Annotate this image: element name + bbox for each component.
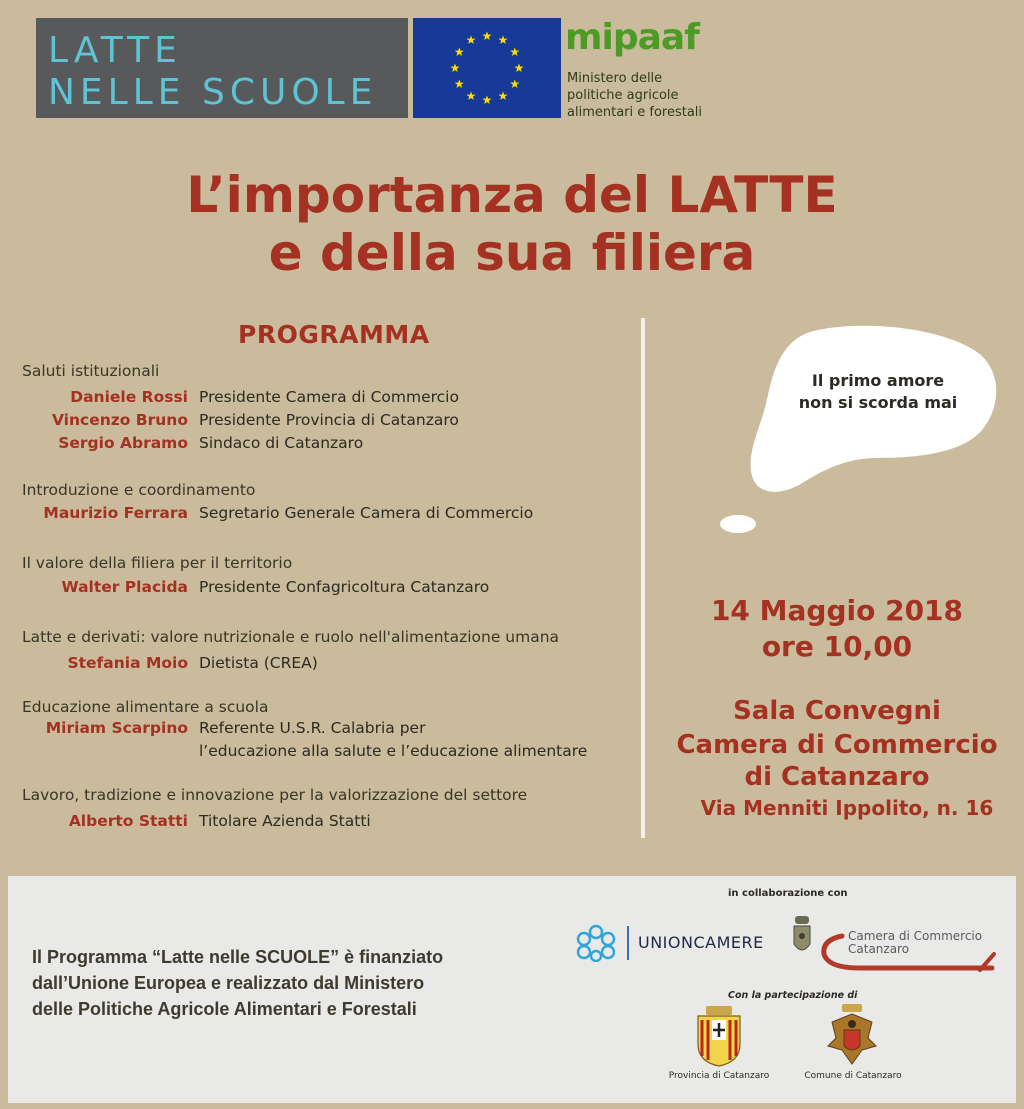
speaker-row [0,434,640,456]
section-heading: Educazione alimentare a scuola [22,698,269,716]
headline-line2: e della sua filiera [268,224,756,282]
headline-line1: L’importanza del LATTE [186,166,838,224]
speaker-name: Maurizio Ferrara [43,504,188,522]
unioncamere-divider [627,926,629,960]
event-venue: Camera di Commercio [676,730,998,760]
programma-title: PROGRAMMA [238,320,430,349]
speaker-row [0,411,640,433]
speaker-name: Vincenzo Bruno [51,411,188,429]
speaker-name: Miriam Scarpino [45,719,188,737]
eu-star-icon: ★ [497,88,509,103]
eu-star-icon: ★ [509,45,521,59]
footer-text-line: delle Politiche Agricole Alimentari e Forestali [32,999,417,1019]
eu-flag-icon [413,18,561,118]
eu-star-icon: ★ [465,33,477,48]
speaker-name: Stefania Moio [67,654,188,672]
mipaaf-subtitle [567,70,702,121]
section-heading: Saluti istituzionali [22,362,160,380]
section-heading: Il valore della filiera per il territorio [22,554,293,572]
provincia-label: Provincia di Catanzaro [668,1071,770,1081]
footer-panel [8,876,1016,1103]
section-heading: Latte e derivati: valore nutrizionale e ruolo nell'alimentazione umana [22,628,560,646]
lns-logo-line1: LATTE [48,30,182,71]
eu-star-icon: ★ [509,77,521,91]
speaker-role: Titolare Azienda Statti [199,812,371,830]
speaker-name: Alberto Statti [68,812,188,830]
speaker-role: Sindaco di Catanzaro [199,434,364,452]
thought-bubble-icon [700,318,1000,538]
speaker-row [0,742,640,764]
unioncamere-label: UNIONCAMERE [638,933,764,952]
speaker-row [0,654,640,676]
unioncamere-logo-icon [574,924,618,962]
camera-commercio-label [848,930,982,956]
speaker-role: Referente U.S.R. Calabria per [199,719,426,737]
speaker-row [0,812,640,834]
eu-star-icon: ★ [481,29,493,43]
collaboration-label: in collaborazione con [728,888,848,899]
speaker-role: l’educazione alla salute e l’educazione alimentare [199,742,588,760]
footer-funding-text [32,944,443,1022]
eu-star-icon: ★ [497,33,509,48]
bubble-text [768,370,988,414]
mipaaf-subtitle-line: Ministero delle [567,71,663,86]
bubble-line: Il primo amore [811,371,945,390]
ccc-line: Catanzaro [848,942,910,956]
mipaaf-logo: mipaaf [565,17,699,58]
lns-logo-line2: NELLE SCUOLE [48,72,378,113]
event-address: Via Menniti Ippolito, n. 16 [700,796,994,820]
speaker-row [0,578,640,600]
eu-star-icon: ★ [513,61,525,75]
ccc-line: Camera di Commercio [848,929,983,943]
event-date: 14 Maggio 2018 [710,594,964,627]
column-divider [641,318,645,838]
comune-label: Comune di Catanzaro [804,1071,902,1081]
event-venue: di Catanzaro [744,762,930,792]
eu-star-icon: ★ [449,61,461,75]
speaker-role: Presidente Camera di Commercio [199,388,459,406]
event-time: ore 10,00 [761,630,913,663]
comune-coat-of-arms-icon [826,1004,878,1068]
eu-star-icon: ★ [481,93,493,107]
eu-star-icon: ★ [453,77,465,91]
mipaaf-subtitle-line: alimentari e forestali [567,105,703,120]
speaker-name: Sergio Abramo [58,434,188,452]
footer-text-line: Il Programma “Latte nelle SCUOLE” è finanziato [32,947,444,967]
speaker-row [0,504,640,526]
eu-star-icon: ★ [465,88,477,103]
eu-star-icon: ★ [453,45,465,59]
catanzaro-emblem-icon [792,914,812,958]
section-heading: Lavoro, tradizione e innovazione per la valorizzazione del settore [22,786,528,804]
latte-nelle-scuole-logo [36,18,408,118]
bubble-line: non si scorda mai [798,393,958,412]
partecipazione-label: Con la partecipazione di [728,990,858,1001]
speaker-row [0,388,640,410]
event-venue: Sala Convegni [733,696,941,726]
speaker-role: Presidente Provincia di Catanzaro [199,411,459,429]
speaker-name: Walter Placida [61,578,188,596]
speaker-role: Dietista (CREA) [199,654,318,672]
footer-text-line: dall’Unione Europea e realizzato dal Ministero [32,973,425,993]
speaker-name: Daniele Rossi [70,388,188,406]
mipaaf-subtitle-line: politiche agricole [567,88,679,103]
speaker-row [0,719,640,741]
provincia-coat-of-arms-icon [694,1006,744,1068]
speaker-role: Presidente Confagricoltura Catanzaro [199,578,490,596]
section-heading: Introduzione e coordinamento [22,481,256,499]
speaker-role: Segretario Generale Camera di Commercio [199,504,534,522]
